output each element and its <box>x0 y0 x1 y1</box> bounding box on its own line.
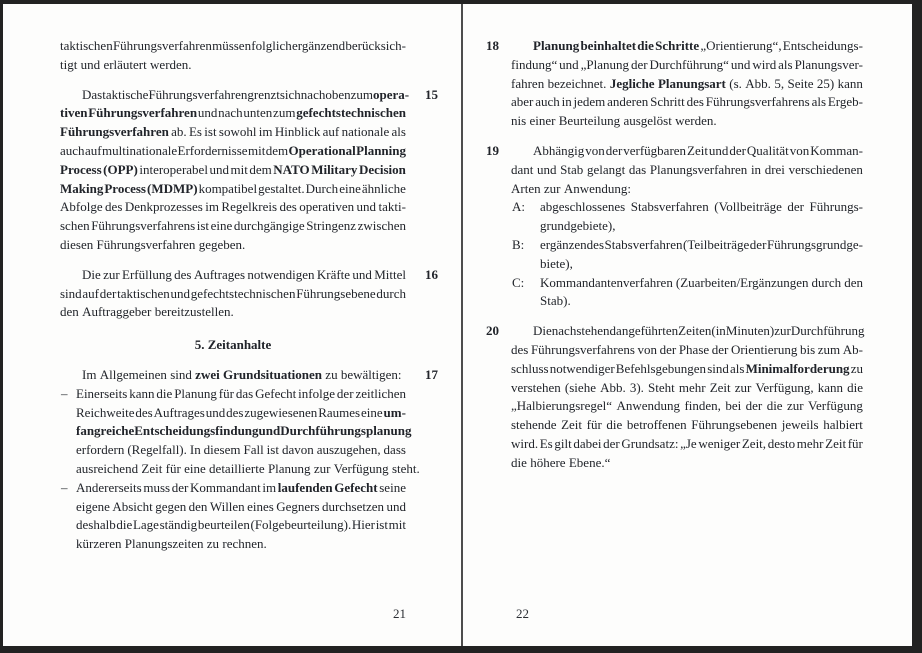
text-line: Abhängig von der verfügbaren Zeit und der Qualität von Komman- <box>533 142 863 158</box>
page-number-right: 22 <box>516 606 529 621</box>
paragraph <box>60 37 406 75</box>
margin-paragraph-number: 15 <box>425 86 438 102</box>
text-line: die höhere Ebene.“ <box>511 454 611 470</box>
section-heading: 5. Zeitanhalte <box>194 337 272 353</box>
list-item <box>60 385 420 479</box>
text-line: Process (OPP) interoperabel und mit dem NATO Military Decision <box>60 161 406 177</box>
text-line: Arten zur Anwendung: <box>511 180 631 196</box>
paragraph <box>60 86 438 255</box>
text-line: fahren bezeichnet. Jegliche Planungsart (s. Abb. 5, Seite 25) kann <box>511 75 863 91</box>
page-right <box>463 4 912 646</box>
text-line: abgeschlossenes Stabsverfahren (Vollbeiträge der Führungs- <box>540 199 863 215</box>
margin-paragraph-number: 20 <box>486 323 499 339</box>
text-line: des Führungsverfahrens von der Phase der Orientierung bis zum Ab- <box>511 341 863 357</box>
list-item <box>511 198 863 236</box>
text-line: stehende Zeit für die betroffenen Führungsebenen jeweils halbiert <box>511 417 863 433</box>
text-line: „Halbierungsregel“ Anwendung finden, bei der die zur Verfügung <box>511 398 863 414</box>
text-line: Führungsverfahren ab. Es ist sowohl im Hinblick auf nationale als <box>60 124 406 140</box>
text-line: kürzeren Planungszeiten zu rechnen. <box>76 536 267 552</box>
text-line: dant und Stab gelangt das Planungsverfahren in drei verschiedenen <box>511 161 863 177</box>
page-spread <box>3 4 912 646</box>
list-marker: A: <box>512 199 525 215</box>
text-line: Andererseits muss der Kommandant im laufenden Gefecht seine <box>76 479 406 495</box>
text-line: ausreichend Zeit für eine detaillierte Planung zur Verfügung steht. <box>76 460 420 476</box>
list-item <box>511 274 863 312</box>
text-line: tiven Führungsverfahren und nach unten zum gefechtstechnischen <box>60 105 406 121</box>
margin-paragraph-number: 19 <box>486 142 499 158</box>
list-marker: B: <box>512 236 525 252</box>
text-line: sind auf der taktischen und gefechtstechnischen Führungsebene durch <box>60 285 406 301</box>
paragraph <box>60 266 438 322</box>
text-line: diesen Führungsverfahren gegeben. <box>60 236 246 252</box>
text-line: wird. Es gilt dabei der Grundsatz: „Je weniger Zeit, desto mehr Zeit für <box>511 435 863 451</box>
text-line: schluss notwendiger Befehlsgebungen sind als Minimalforderung zu <box>511 360 863 376</box>
text-line: nis einer Beurteilung ausgelöst werden. <box>511 113 717 129</box>
text-line: Einerseits kann die Planung für das Gefecht infolge der zeitlichen <box>76 385 406 401</box>
text-line: taktischen Führungsverfahren müssen folglich ergänzend berücksich- <box>60 38 406 53</box>
text-line: erfordern (Regelfall). In diesem Fall ist davon auszugehen, dass <box>76 442 406 458</box>
text-line: Im Allgemeinen sind zwei Grundsituationen zu bewältigen: <box>82 366 402 382</box>
text-line: deshalb die Lage ständig beurteilen (Folgebeurteilung). Hier ist mit <box>76 517 406 533</box>
text-line: fangreiche Entscheidungsfindung und Durchführungsplanung <box>76 423 412 439</box>
paragraph <box>486 142 863 198</box>
text-line: aber auch in jedem anderen Schritt des Führungsverfahrens als Ergeb- <box>511 94 863 110</box>
text-line: grundgebiete), <box>540 218 616 234</box>
list-marker: C: <box>512 274 525 290</box>
text-line: eigene Absicht gegen den Willen eines Gegners durchsetzen und <box>76 498 406 514</box>
paragraph <box>60 366 438 385</box>
text-line: ergänzendes Stabsverfahren (Teilbeiträge der Führungsgrundge- <box>540 236 863 252</box>
text-line: schen Führungsverfahrens ist eine durchgängige Stringenz zwischen <box>60 218 406 234</box>
right-page-text <box>486 37 865 473</box>
text-line: Die nachstehend angeführten Zeiten (in Minuten) zur Durchführung <box>533 323 865 339</box>
margin-paragraph-number: 17 <box>425 366 438 382</box>
page-number-left: 21 <box>393 606 406 621</box>
text-line: Das taktische Führungsverfahren grenzt sich nach oben zum opera- <box>82 86 410 102</box>
text-line: Making Process (MDMP) kompatibel gestaltet. Durch eine ähnliche <box>60 180 406 196</box>
paragraph <box>486 37 863 131</box>
text-line: Die zur Erfüllung des Auftrages notwendigen Kräfte und Mittel <box>82 266 406 282</box>
text-line: auch auf multinationale Erfordernisse mit dem Operational Planning <box>60 142 406 158</box>
text-line: Stab). <box>540 293 571 309</box>
page-left <box>3 4 461 646</box>
text-line: verstehen (siehe Abb. 3). Steht mehr Zeit zur Verfügung, kann die <box>511 379 863 395</box>
list-marker: – <box>61 479 68 495</box>
left-page-text <box>60 37 438 554</box>
margin-paragraph-number: 18 <box>486 38 499 53</box>
text-line: Kommandantenverfahren (Zuarbeiten/Ergänzungen durch den <box>540 274 863 290</box>
margin-paragraph-number: 16 <box>425 266 438 282</box>
list-item <box>511 236 863 274</box>
text-line: Abfolge des Denkprozesses im Regelkreis des operativen und takti- <box>60 199 406 215</box>
text-line: tigt und erläutert werden. <box>60 56 192 72</box>
text-line: Planung beinhaltet die Schritte „Orientierung“, Entscheidungs- <box>533 38 863 53</box>
text-line: Reichweite des Auftrages und des zugewiesenen Raumes eine um- <box>76 404 406 420</box>
text-line: biete), <box>540 255 573 271</box>
list-marker: – <box>61 385 68 401</box>
paragraph <box>486 322 865 472</box>
text-line: den Auftraggeber bereitzustellen. <box>60 304 234 320</box>
list-item <box>60 479 406 554</box>
text-line: findung“ und „Planung der Durchführung“ und wird als Planungsver- <box>511 56 863 72</box>
